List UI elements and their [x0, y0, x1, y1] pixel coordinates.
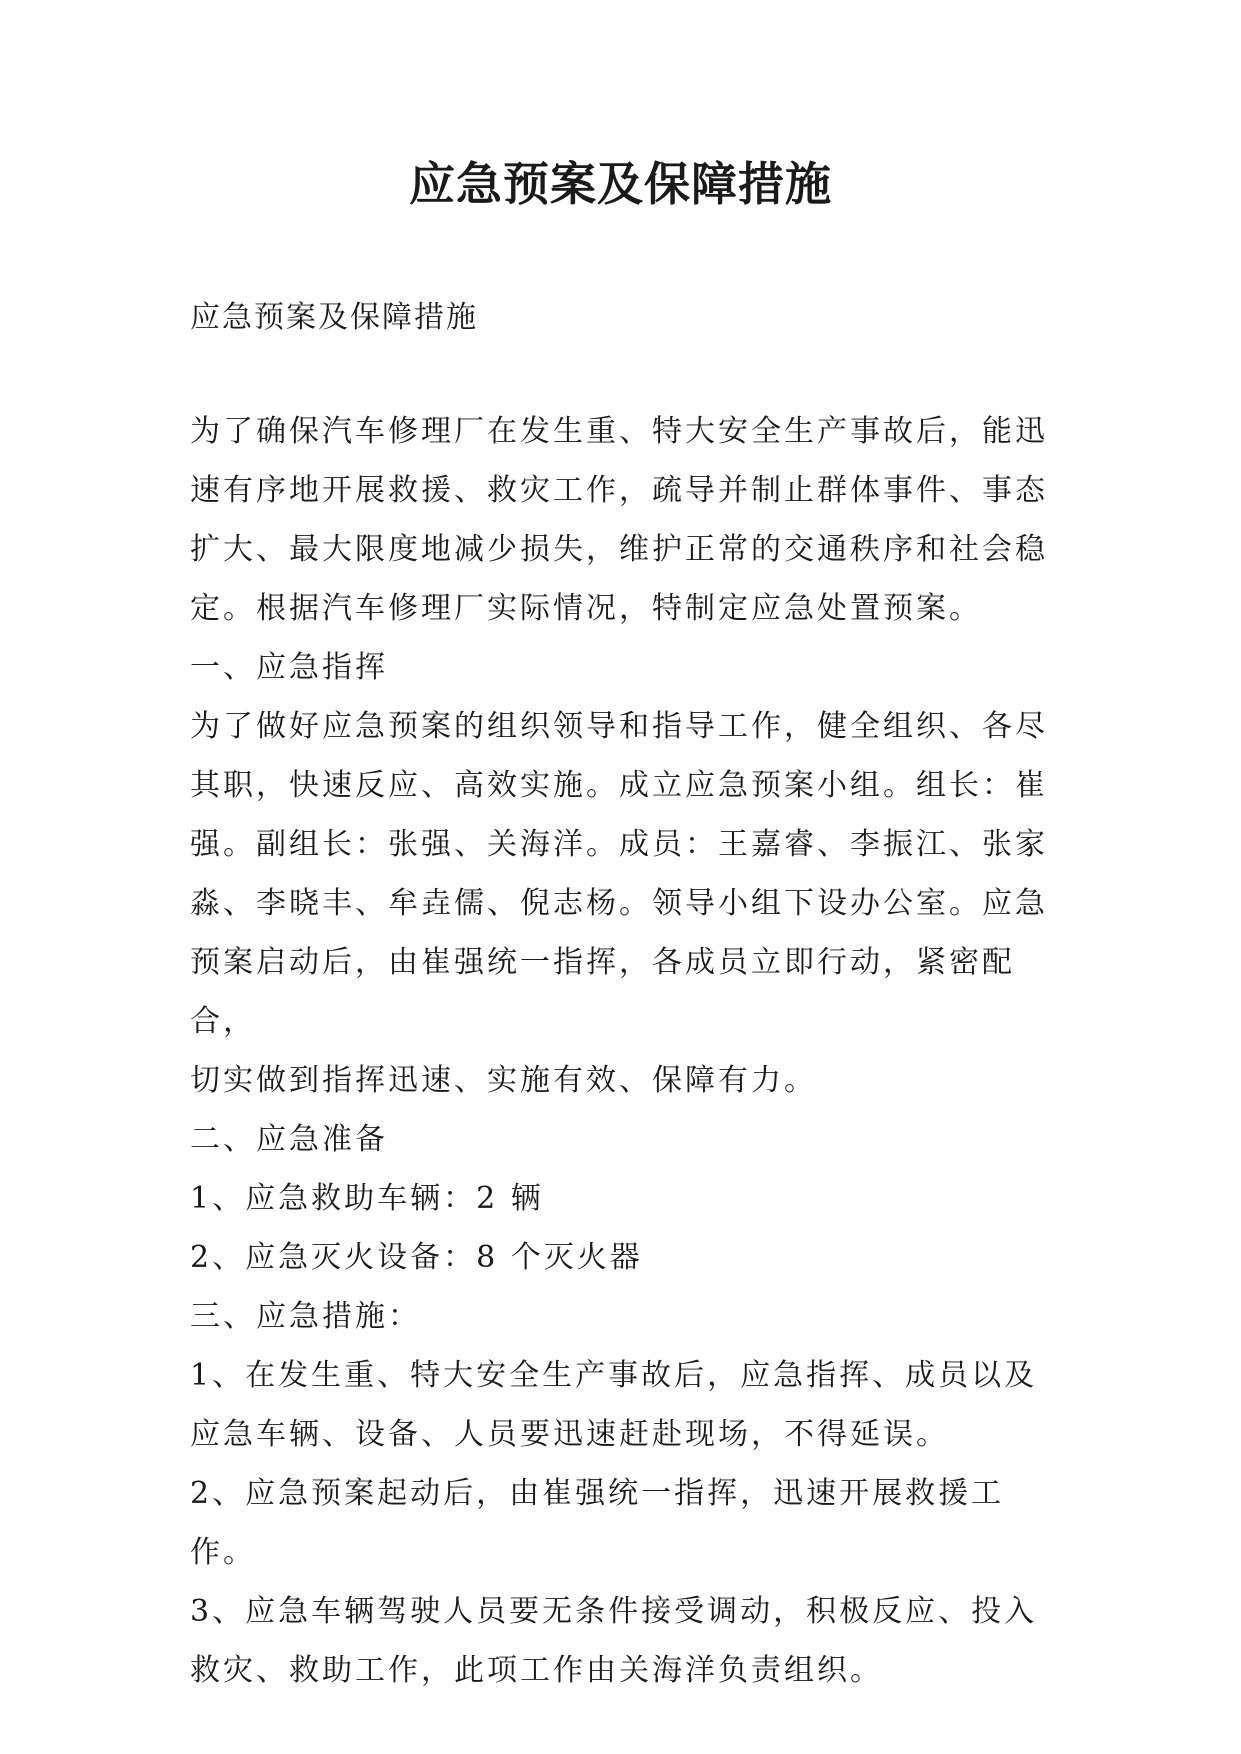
command-paragraph: 为了做好应急预案的组织领导和指导工作，健全组织、各尽 其职，快速反应、高效实施。成立应急预案小组。组长：崔 强。副组长：张强、关海洋。成员：王嘉睿、李振江、张家 淼、李晓丰、牟垚儒、倪志杨。领导小组下设办公室。应急 预案启动后，由崔强统一指挥，各成员立即行动，紧密配合， 切实做到指挥迅速、实施有效、保障有力。 — [190, 709, 1048, 1098]
measure-item-3: 3、应急车辆驾驶人员要无条件接受调动，积极反应、投入 救灾、救助工作，此项工作由关海洋负责组织。 — [190, 1594, 1038, 1688]
measure-item-2: 2、应急预案起动后，由崔强统一指挥，迅速开展救援工作。 — [190, 1476, 1005, 1570]
section-heading-preparation: 二、应急准备 — [190, 1122, 388, 1157]
document-title: 应急预案及保障措施 — [409, 157, 832, 211]
measure-item-1: 1、在发生重、特大安全生产事故后，应急指挥、成员以及 应急车辆、设备、人员要迅速赶赴现场，不得延误。 — [190, 1358, 1038, 1452]
document-subtitle: 应急预案及保障措施 — [190, 300, 478, 335]
section-heading-measures: 三、应急措施： — [190, 1299, 421, 1334]
intro-paragraph: 为了确保汽车修理厂在发生重、特大安全生产事故后，能迅 速有序地开展救援、救灾工作，疏导并制止群体事件、事态 扩大、最大限度地减少损失，维护正常的交通秩序和社会稳 定。根据汽车修理厂实际情况，特制定应急处置预案。 — [190, 414, 1048, 626]
preparation-item-vehicles: 1、应急救助车辆：2 辆 — [190, 1181, 544, 1216]
preparation-item-extinguishers: 2、应急灭火设备：8 个灭火器 — [190, 1240, 643, 1275]
document-body — [190, 402, 1070, 1700]
section-heading-command: 一、应急指挥 — [190, 650, 388, 685]
